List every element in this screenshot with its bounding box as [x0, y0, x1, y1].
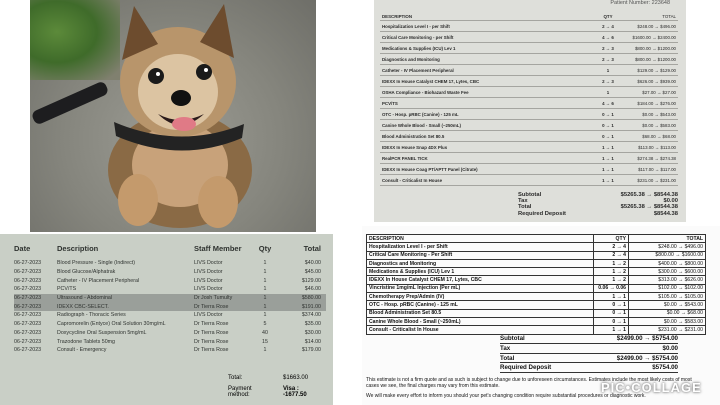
row-staff: LIVS Doctor: [194, 312, 223, 319]
dog-nose: [171, 90, 191, 106]
row-qty: 1 → 1: [594, 153, 622, 164]
list-item: [14, 276, 326, 285]
table-row: [380, 131, 678, 142]
row-total: $800.00 → $1200.00: [622, 43, 678, 54]
row-description: IDEXX In House Coag PT/APTT Panel (Citrate): [380, 164, 594, 175]
dog-photo: [30, 0, 316, 232]
row-total: $102.00 → $102.00: [629, 284, 706, 292]
inv2-header-total: Total: [303, 244, 321, 253]
inv1-header-total: TOTAL: [622, 12, 678, 21]
row-total: $0.00 → $68.00: [629, 309, 706, 317]
row-description: OTC - Hosp. pRBC (Canine) - 125 mL: [367, 301, 594, 309]
row-description: Radiograph - Thoracic Series: [57, 312, 126, 319]
row-qty: 0 → 1: [594, 317, 629, 325]
row-date: 06-27-2023: [14, 338, 42, 345]
row-total: $191.00: [301, 303, 321, 310]
row-description: Catheter - IV Placement Peripheral: [57, 277, 140, 284]
summary-value: $2499.00 → $5754.00: [616, 354, 678, 362]
row-qty: 1 → 1: [594, 142, 622, 153]
list-item: [14, 294, 326, 303]
list-item: [14, 285, 326, 294]
row-description: PCV/TS: [57, 286, 77, 293]
row-date: 06-27-2023: [14, 277, 42, 284]
inv2-header-qty: Qty: [258, 244, 272, 253]
inv2-header-description: Description: [57, 244, 99, 253]
row-total: $313.00 → $626.00: [629, 276, 706, 284]
row-qty: 0 → 1: [594, 309, 629, 317]
summary-value: $0.00: [662, 344, 678, 352]
inv3-header-row: [367, 235, 706, 243]
summary-value: $5754.00: [652, 364, 678, 372]
table-row: [380, 109, 678, 120]
row-total: $274.38 → $274.38: [622, 153, 678, 164]
row-description: Doxycycline Oral Suspension 5mg/mL: [57, 329, 147, 336]
list-item: [14, 259, 326, 268]
table-row: [367, 251, 706, 259]
table-row: [367, 309, 706, 317]
table-row: [380, 87, 678, 98]
row-qty: 1: [263, 269, 267, 276]
row-total: $231.00 → $231.00: [629, 326, 706, 334]
dog-left-leg: [118, 174, 158, 226]
row-qty: 1 → 2: [594, 259, 629, 267]
row-total: $800.00 → $1600.00: [629, 251, 706, 259]
summary-value: $5265.38 → $8544.38: [620, 192, 678, 198]
row-description: OTC - Hosp. pRBC (Canine) - 125 mL: [380, 109, 594, 120]
row-staff: Dr Josh Tumulty: [194, 295, 233, 302]
list-item: [14, 329, 326, 338]
inv2-payment-value: Visa : -1677.50: [283, 386, 307, 398]
row-qty: 15: [262, 338, 268, 345]
row-total: $248.00 → $496.00: [629, 243, 706, 251]
summary-label: Subtotal: [518, 192, 542, 198]
row-total: $113.00 → $113.00: [622, 142, 678, 153]
row-total: $0.00 → $583.00: [622, 120, 678, 131]
row-total: $248.00 → $496.00: [622, 21, 678, 32]
row-qty: 2 → 4: [594, 243, 629, 251]
row-qty: 0 → 1: [594, 109, 622, 120]
row-staff: LIVS Doctor: [194, 269, 223, 276]
row-qty: 1 → 1: [594, 293, 629, 301]
dog-left-eye: [148, 68, 164, 84]
row-description: Capromorelin (Entyce) Oral Solution 30mg/mL: [57, 321, 166, 328]
row-qty: 1: [263, 312, 267, 319]
row-staff: Dr Tierra Rose: [194, 321, 229, 328]
row-staff: LIVS Doctor: [194, 260, 223, 267]
row-description: IDEXX CBC-SELECT.: [57, 303, 109, 310]
table-row: [367, 268, 706, 276]
summary-value: $0.00: [663, 198, 678, 205]
inv2-header-staff: Staff Member: [194, 244, 242, 253]
dog-right-leg: [198, 176, 238, 228]
dog-tongue: [172, 117, 196, 131]
row-description: Blood Glucose/Alphatrak: [57, 269, 116, 276]
table-row: [380, 175, 678, 186]
table-row: [380, 43, 678, 54]
inv1-header-qty: QTY: [594, 12, 622, 21]
row-qty: 1: [263, 347, 267, 354]
row-total: $580.00: [301, 295, 321, 302]
row-qty: 0.06 → 0.06: [594, 284, 629, 292]
row-total: $27.00 → $27.00: [622, 87, 678, 98]
row-date: 06-27-2023: [14, 347, 42, 354]
row-date: 06-27-2023: [14, 269, 42, 276]
list-item: [14, 337, 326, 346]
row-qty: 1 → 2: [594, 268, 629, 276]
summary-label: Subtotal: [500, 335, 525, 343]
summary-label: Tax: [500, 344, 511, 352]
summary-label: Required Deposit: [518, 210, 566, 217]
row-description: Vincristine 1mg/mL Injection (Per mL): [367, 284, 594, 292]
row-total: $231.00 → $231.00: [622, 175, 678, 186]
inv3-summary: [500, 335, 678, 373]
inv2-total-value: $1663.00: [283, 375, 309, 381]
row-staff: LIVS Doctor: [194, 277, 223, 284]
invoice-photo-top: [374, 0, 686, 222]
row-description: Critical Care Monitoring - per Shift: [380, 32, 594, 43]
table-row: [367, 259, 706, 267]
summary-row: [500, 335, 678, 345]
yorkie-dog-illustration: [30, 0, 316, 232]
row-qty: 1 → 1: [594, 326, 629, 334]
row-total: $0.00 → $543.00: [622, 109, 678, 120]
row-total: $117.00 → $117.00: [622, 164, 678, 175]
row-total: $374.00: [301, 312, 321, 319]
row-total: $129.00: [301, 277, 321, 284]
row-total: $0.00 → $583.00: [629, 317, 706, 325]
estimate-disclaimer-2: We will make every effort to inform you should your pet's changing condition require substantial procedures or diagnostic work.: [366, 392, 646, 399]
inv1-table: [380, 12, 678, 186]
list-item: [14, 346, 326, 355]
summary-label: Total: [518, 204, 532, 211]
row-description: PCV/TS: [380, 98, 594, 109]
summary-value: $5265.38 → $8544.38: [620, 204, 678, 211]
row-qty: 1 → 2: [594, 276, 629, 284]
row-qty: 4 → 6: [594, 98, 622, 109]
inv2-header-date: Date: [14, 244, 31, 253]
table-row: [380, 98, 678, 109]
row-total: $45.00: [304, 269, 321, 276]
summary-label: Total: [500, 354, 515, 362]
row-description: Diagnostics and Monitoring: [380, 54, 594, 65]
row-total: $1600.00 → $2400.00: [622, 32, 678, 43]
row-staff: Dr Tierra Rose: [194, 347, 229, 354]
row-staff: Dr Tierra Rose: [194, 329, 229, 336]
row-description: Ultrasound - Abdominal: [57, 295, 113, 302]
row-date: 06-27-2023: [14, 329, 42, 336]
inv1-header-description: DESCRIPTION: [380, 12, 594, 21]
summary-row: [500, 354, 678, 364]
inv3-header-total: TOTAL: [629, 235, 706, 243]
table-row: [380, 76, 678, 87]
table-row: [380, 54, 678, 65]
summary-label: Tax: [518, 198, 528, 205]
summary-value: $8544.38: [653, 210, 678, 217]
row-total: $626.00 → $939.00: [622, 76, 678, 87]
row-description: Trazodone Tablets 50mg: [57, 338, 116, 345]
row-description: Critical Care Monitoring - Per Shift: [367, 251, 594, 259]
inv2-payment-label: Payment method:: [228, 386, 252, 398]
inv3-table: [366, 234, 706, 335]
inv2-header-row: [14, 244, 326, 253]
row-qty: 5: [263, 321, 267, 328]
row-description: OSHA Compliance - Biohazard Waste Fee: [380, 87, 594, 98]
row-total: $0.00 → $543.00: [629, 301, 706, 309]
patient-number: Patient Number: 223648: [610, 0, 670, 6]
table-row: [380, 142, 678, 153]
inv1-summary: [518, 192, 678, 217]
row-staff: Dr Tierra Rose: [194, 338, 229, 345]
row-description: Consult - Criticalist In House: [367, 326, 594, 334]
row-total: $14.00: [304, 338, 321, 345]
table-row: [367, 317, 706, 325]
row-description: Diagnostics and Monitoring: [367, 259, 594, 267]
row-date: 06-27-2023: [14, 321, 42, 328]
row-total: $184.00 → $276.00: [622, 98, 678, 109]
row-qty: 1: [594, 65, 622, 76]
row-total: $400.00 → $800.00: [629, 259, 706, 267]
row-total: $35.00: [304, 321, 321, 328]
table-row: [367, 301, 706, 309]
row-description: Blood Administration Set 80.5: [380, 131, 594, 142]
row-qty: 1: [263, 303, 267, 310]
row-total: $300.00 → $600.00: [629, 268, 706, 276]
row-total: $30.00: [304, 329, 321, 336]
list-item: [14, 302, 326, 311]
table-row: [367, 243, 706, 251]
row-total: $179.00: [301, 347, 321, 354]
row-description: IDEXX In House Catalyst CHEM 17, Lytes, CBC: [367, 276, 594, 284]
row-description: Hospitalization Level I - per Shift: [367, 243, 594, 251]
row-staff: Dr Tierra Rose: [194, 303, 229, 310]
row-qty: 1 → 1: [594, 164, 622, 175]
row-qty: 2 → 4: [594, 21, 622, 32]
inv3-header-description: DESCRIPTION: [367, 235, 594, 243]
row-total: $46.00: [304, 286, 321, 293]
row-qty: 2 → 4: [594, 251, 629, 259]
row-description: IDEXX In House Snap 4DX Plus: [380, 142, 594, 153]
row-qty: 0 → 1: [594, 120, 622, 131]
row-description: Blood Administration Set 80.5: [367, 309, 594, 317]
table-row: [367, 284, 706, 292]
list-item: [14, 268, 326, 277]
row-total: $68.00 → $68.00: [622, 131, 678, 142]
row-qty: 2 → 3: [594, 54, 622, 65]
row-total: $129.00 → $129.00: [622, 65, 678, 76]
table-row: [367, 326, 706, 334]
row-date: 06-27-2023: [14, 295, 42, 302]
table-row: [380, 120, 678, 131]
receipt-photo-bottom-left: [0, 234, 333, 405]
row-description: Hospitalization Level I - per Shift: [380, 21, 594, 32]
inv3-header-qty: QTY: [594, 235, 629, 243]
row-qty: 2 → 3: [594, 76, 622, 87]
row-staff: LIVS Doctor: [194, 286, 223, 293]
row-qty: 1: [594, 87, 622, 98]
inv2-total-label: Total:: [228, 375, 243, 381]
row-qty: 40: [262, 329, 268, 336]
table-row: [380, 21, 678, 32]
summary-row: [500, 344, 678, 354]
row-qty: 4 → 6: [594, 32, 622, 43]
row-description: RealPCR PANEL TICK: [380, 153, 594, 164]
row-qty: 0 → 1: [594, 301, 629, 309]
row-total: $40.00: [304, 260, 321, 267]
row-description: Chemotherapy Prep/Admin (IV): [367, 293, 594, 301]
row-qty: 1: [263, 260, 267, 267]
row-qty: 2 → 3: [594, 43, 622, 54]
row-qty: 1: [263, 286, 267, 293]
row-total: $800.00 → $1200.00: [622, 54, 678, 65]
row-date: 06-27-2023: [14, 260, 42, 267]
inv1-header-row: [380, 12, 678, 21]
dog-right-eye: [196, 64, 212, 80]
row-description: Blood Pressure - Single (Indirect): [57, 260, 136, 267]
row-date: 06-27-2023: [14, 303, 42, 310]
row-total: $105.00 → $105.00: [629, 293, 706, 301]
row-qty: 0 → 1: [594, 131, 622, 142]
row-date: 06-27-2023: [14, 312, 42, 319]
summary-row: [500, 363, 678, 373]
row-description: Canine Whole Blood - Small (~250mL): [367, 317, 594, 325]
row-date: 06-27-2023: [14, 286, 42, 293]
summary-label: Required Deposit: [500, 364, 552, 372]
list-item: [14, 320, 326, 329]
table-row: [380, 153, 678, 164]
row-description: Canine Whole Blood - Small (~250mL): [380, 120, 594, 131]
estimate-document-bottom-right: [362, 226, 720, 405]
row-description: Consult - Emergency: [57, 347, 107, 354]
row-description: Consult - Criticalist In House: [380, 175, 594, 186]
row-description: Medications & Supplies (ICU) Lev 1: [367, 268, 594, 276]
table-row: [380, 164, 678, 175]
pic-collage-watermark: PIC•COLLAGE: [601, 380, 702, 395]
row-description: IDEXX In House Catalyst CHEM 17, Lytes, CBC: [380, 76, 594, 87]
table-row: [380, 65, 678, 76]
summary-value: $2499.00 → $5754.00: [616, 335, 678, 343]
row-qty: 1: [263, 295, 267, 302]
table-row: [367, 293, 706, 301]
table-row: [380, 32, 678, 43]
summary-row: [518, 211, 678, 217]
row-qty: 1 → 1: [594, 175, 622, 186]
row-qty: 1: [263, 277, 267, 284]
row-description: Catheter - IV Placement Peripheral: [380, 65, 594, 76]
table-row: [367, 276, 706, 284]
estimate-disclaimer: This estimate is not a firm quote and as such is subject to change due to unforeseen circumstances. Estimates include the most likely costs of most cases we see, the final charges may vary from this estimate.: [366, 376, 692, 389]
list-item: [14, 311, 326, 320]
row-description: Medications & Supplies (ICU) Lev 1: [380, 43, 594, 54]
